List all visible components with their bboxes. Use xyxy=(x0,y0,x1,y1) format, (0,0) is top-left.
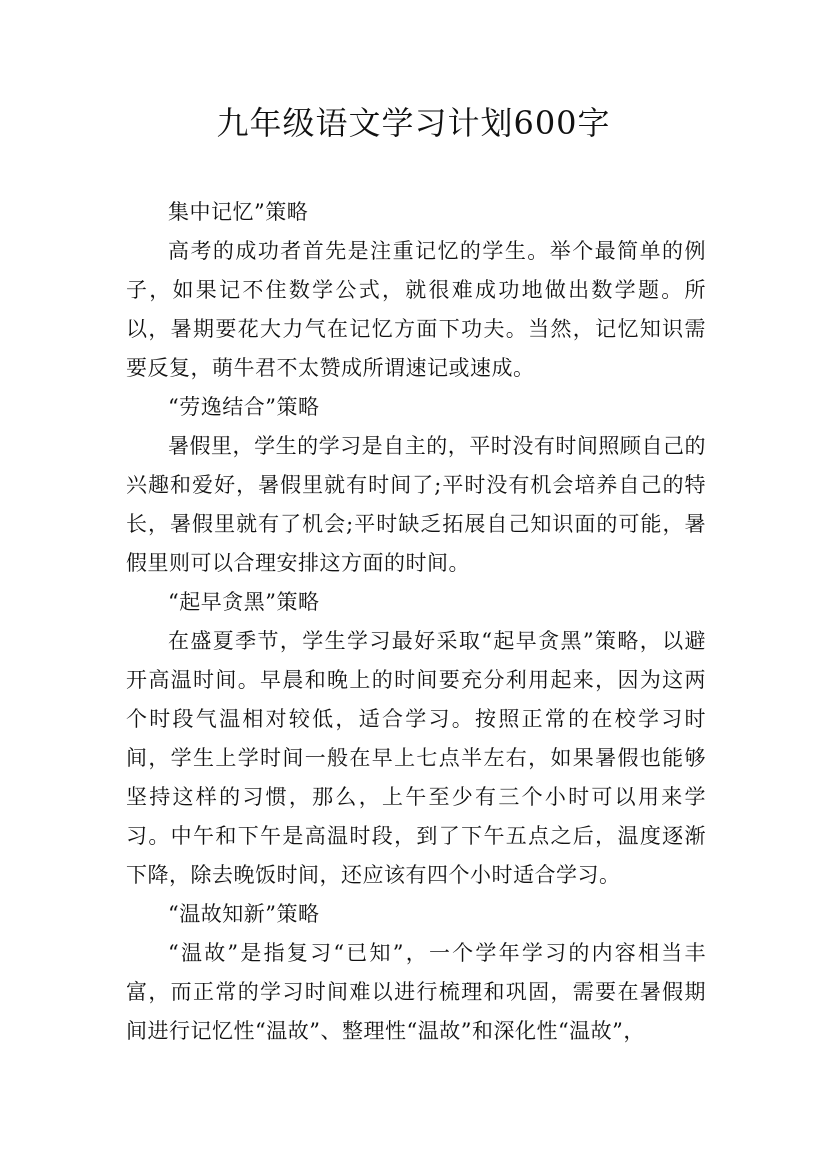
document-title: 九年级语文学习计划600字 xyxy=(216,104,611,142)
section-paragraph-early-late: 在盛夏季节，学生学习最好采取“起早贪黑”策略，以避开高温时间。早晨和晚上的时间要充分利用起来，因为这两个时段气温相对较低，适合学习。按照正常的在校学习时间，学生上学时间一般在早上七点半左右，如果暑假也能够坚持这样的习惯，那么，上午至少有三个小时可以用来学习。中午和下午是高温时段，到了下午五点之后，温度逐渐下降，除去晚饭时间，还应该有四个小时适合学习。 xyxy=(126,629,706,887)
section-heading-review: “温故知新”策略 xyxy=(168,902,320,926)
section-heading-balance: “劳逸结合”策略 xyxy=(168,395,320,419)
section-paragraph-memory: 高考的成功者首先是注重记忆的学生。举个最简单的例子，如果记不住数学公式，就很难成功地做出数学题。所以，暑期要花大力气在记忆方面下功夫。当然，记忆知识需要反复，萌牛君不太赞成所谓速记或速成。 xyxy=(126,239,706,380)
document-body xyxy=(126,193,706,1051)
section-paragraph-review: “温故”是指复习“已知”，一个学年学习的内容相当丰富，而正常的学习时间难以进行梳理和巩固，需要在暑假期间进行记忆性“温故”、整理性“温故”和深化性“温故”， xyxy=(126,941,706,1043)
section-heading-early-late: “起早贪黑”策略 xyxy=(168,590,320,614)
section-heading-memory: 集中记忆”策略 xyxy=(168,200,309,224)
section-paragraph-balance: 暑假里，学生的学习是自主的，平时没有时间照顾自己的兴趣和爱好，暑假里就有时间了;平时没有机会培养自己的特长，暑假里就有了机会;平时缺乏拓展自己知识面的可能，暑假里则可以合理安排这方面的时间。 xyxy=(126,434,706,575)
